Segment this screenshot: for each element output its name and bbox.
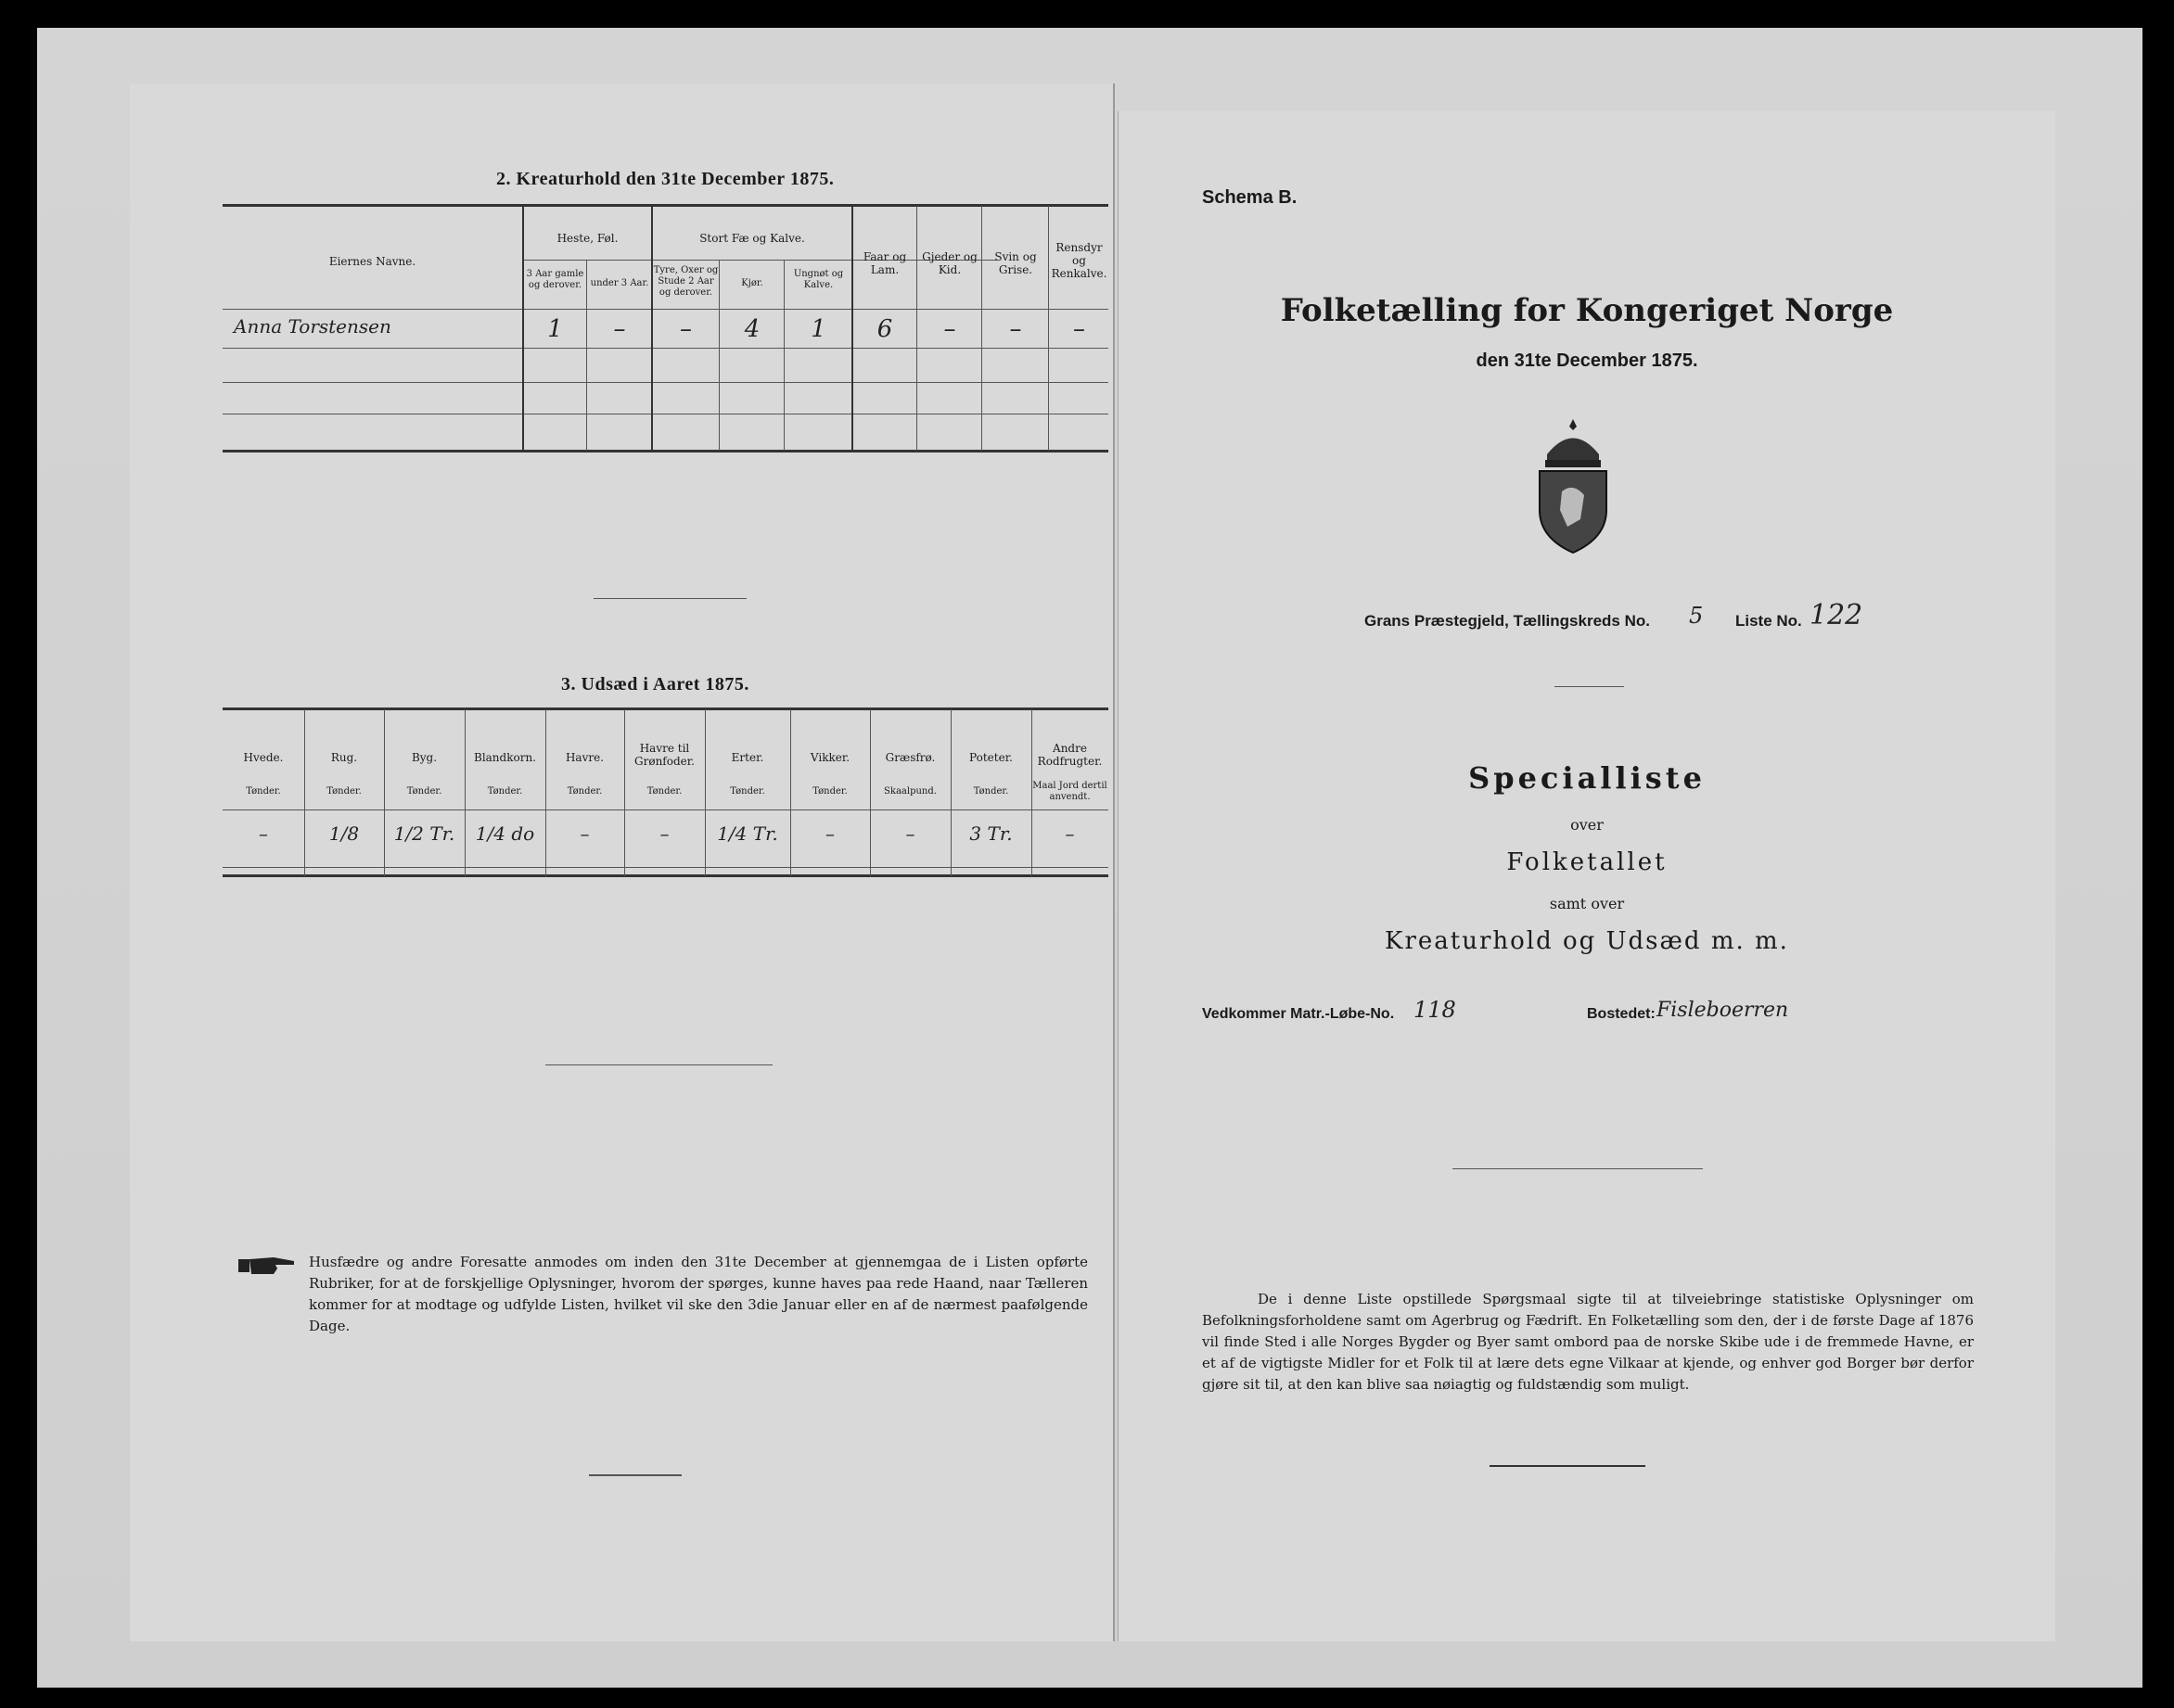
sowing-header: Hvede.	[243, 751, 284, 764]
left-page	[130, 83, 1115, 1641]
sowing-value: 3 Tr.	[969, 822, 1013, 845]
value-gjeder: –	[943, 315, 956, 343]
header-svin: Svin og Grise.	[994, 250, 1037, 276]
header-heste: Heste, Føl.	[556, 232, 619, 245]
bosted-label: Bostedet:	[1587, 1006, 1656, 1022]
coat-of-arms-icon	[1527, 417, 1619, 560]
sowing-unit: Tønder.	[646, 786, 683, 797]
divider	[594, 598, 747, 599]
main-title: Folketælling for Kongeriget Norge	[1280, 292, 1894, 329]
value-heste-a: 1	[547, 315, 563, 343]
header-stort-a: Tyre, Oxer og Stude 2 Aar og derover.	[653, 265, 719, 298]
sowing-unit: Skaalpund.	[884, 786, 937, 797]
district-number: 5	[1689, 603, 1704, 629]
sowing-unit: Tønder.	[567, 786, 603, 797]
instruction-note: Husfædre og andre Foresatte anmodes om inden den 31te December at gjennemgaa de i Listen opførte Rubriker, for at de forskjellige Oplysninger, hvorom der spørges, kunne haves paa rede Haand, naar Tælleren kommer for at modtage og udfylde Listen, hvilket vil ske den 3die Januar eller en af de nærmest paafølgende Dage.	[309, 1254, 1088, 1334]
sowing-value: –	[1065, 822, 1075, 845]
header-rensdyr: Rensdyr og Renkalve.	[1051, 241, 1107, 280]
explanatory-paragraph: De i denne Liste opstillede Spørgsmaal sigte til at tilveiebringe statistiske Oplysninger om Befolkningsforholdene samt om Agerbrug og Fædrift. En Folketælling som den, der i de første Dage af 1876 vil finde Sted i alle Norges Bygder og Byer samt ombord paa de norske Skibe ude i de fremmede Havne, er et af de vigtigste Midler for et Folk til at lære dets egne Vilkaar at kjende, og enhver god Borger bør derfor gjøre sit til, at den kan blive saa nøiagtig og fuldstændig som muligt.	[1202, 1291, 1974, 1393]
sowing-header: Byg.	[411, 751, 438, 764]
section3-title: 3. Udsæd i Aaret 1875.	[561, 674, 749, 695]
header-heste-b: under 3 Aar.	[590, 278, 649, 288]
divider	[589, 1474, 682, 1476]
divider	[1490, 1465, 1645, 1467]
sowing-value: –	[825, 822, 835, 845]
sowing-header: Havre til Grønfoder.	[634, 742, 695, 768]
value-stort-a: –	[680, 315, 692, 343]
over-text: over	[1570, 816, 1604, 834]
header-stort-b: Kjør.	[741, 278, 763, 288]
section2-title: 2. Kreaturhold den 31te December 1875.	[496, 169, 835, 189]
sowing-value: –	[905, 822, 915, 845]
sowing-value: –	[259, 822, 268, 845]
sowing-header: Blandkorn.	[474, 751, 536, 764]
schema-label: Schema B.	[1202, 187, 1298, 208]
district-line	[1119, 599, 2055, 640]
right-page	[1118, 111, 2055, 1641]
value-stort-b: 4	[744, 315, 761, 343]
divider	[1554, 686, 1624, 687]
sowing-unit: Tønder.	[406, 786, 442, 797]
liste-number: 122	[1810, 599, 1863, 631]
value-heste-b: –	[613, 315, 626, 343]
sowing-unit: Tønder.	[973, 786, 1009, 797]
sowing-header: Andre Rodfrugter.	[1037, 742, 1103, 768]
sowing-value: 1/4 Tr.	[717, 822, 778, 845]
pointing-hand-icon	[237, 1254, 298, 1281]
value-svin: –	[1009, 315, 1022, 343]
sowing-value: 1/4 do	[475, 822, 535, 845]
owner-name: Anna Torstensen	[234, 315, 391, 338]
sowing-header: Græsfrø.	[885, 751, 936, 764]
matr-label: Vedkommer Matr.-Løbe-No.	[1202, 1006, 1395, 1022]
samt-over-text: samt over	[1549, 895, 1625, 912]
sowing-unit: Tønder.	[812, 786, 848, 797]
sowing-value: 1/8	[328, 822, 360, 845]
sowing-unit: Tønder.	[730, 786, 765, 797]
sowing-value: –	[659, 822, 670, 845]
value-stort-c: 1	[811, 315, 826, 343]
matr-number: 118	[1413, 997, 1456, 1023]
sowing-header: Vikker.	[810, 751, 850, 764]
sowing-header: Havre.	[565, 751, 605, 764]
sowing-header: Rug.	[330, 751, 358, 764]
sowing-unit: Tønder.	[487, 786, 523, 797]
header-owner: Eiernes Navne.	[328, 255, 416, 268]
kreatur-text: Kreaturhold og Udsæd m. m.	[1385, 927, 1789, 955]
sowing-value: –	[580, 822, 590, 845]
sowing-unit: Tønder.	[246, 786, 281, 797]
header-stort-c: Ungnøt og Kalve.	[793, 269, 844, 290]
header-faar: Faar og Lam.	[863, 250, 907, 276]
specialliste-heading: Specialliste	[1468, 760, 1706, 796]
header-stort: Stort Fæ og Kalve.	[699, 232, 805, 245]
liste-label: Liste No.	[1735, 612, 1802, 630]
header-heste-a: 3 Aar gamle og derover.	[526, 269, 584, 290]
sowing-value: 1/2 Tr.	[393, 822, 455, 845]
value-rensdyr: –	[1073, 315, 1085, 343]
sowing-header: Erter.	[731, 751, 764, 764]
district-label: Grans Præstegjeld, Tællingskreds No.	[1364, 612, 1650, 630]
value-faar: 6	[876, 315, 893, 343]
folketallet-text: Folketallet	[1506, 848, 1668, 876]
bosted-value: Fisleboerren	[1656, 999, 1789, 1022]
sowing-header: Poteter.	[969, 751, 1013, 764]
divider	[545, 1064, 773, 1065]
divider	[1452, 1168, 1703, 1169]
sowing-unit: Maal Jord dertil anvendt.	[1032, 781, 1107, 802]
main-subtitle: den 31te December 1875.	[1476, 351, 1698, 371]
sowing-unit: Tønder.	[326, 786, 362, 797]
header-gjeder: Gjeder og Kid.	[922, 250, 978, 276]
matr-line	[1119, 997, 2055, 1034]
